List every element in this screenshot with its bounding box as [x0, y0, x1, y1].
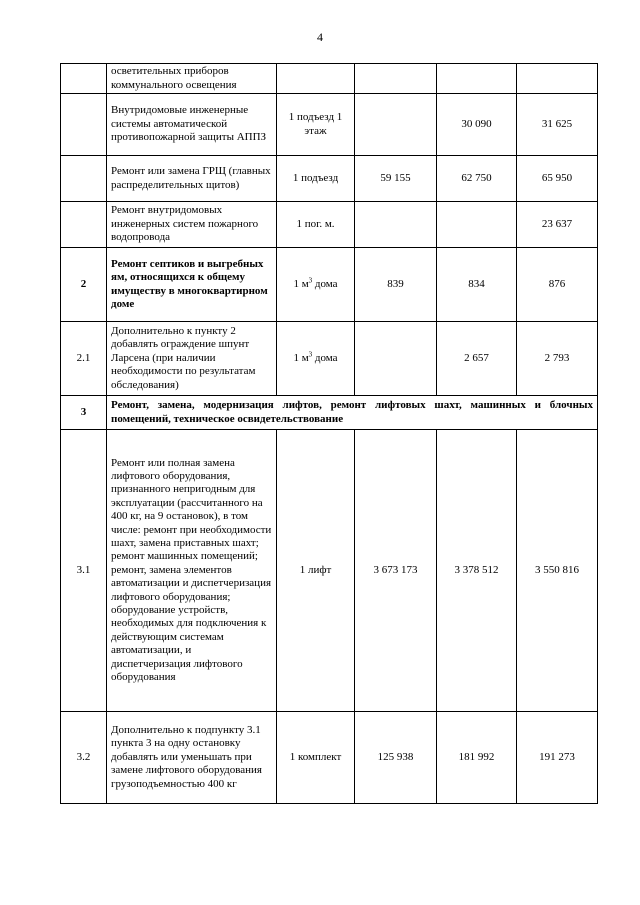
row-unit: 1 лифт — [277, 430, 355, 712]
row-description: Внутридомовые инженерные системы автоматической противопожарной защиты АППЗ — [107, 94, 277, 156]
row-value-1: 3 673 173 — [355, 430, 437, 712]
table-row — [61, 322, 598, 396]
row-value-1: 125 938 — [355, 712, 437, 804]
row-description: Ремонт внутридомовых инженерных систем пожарного водопровода — [107, 202, 277, 248]
row-value-2: 834 — [437, 248, 517, 322]
table-row — [61, 156, 598, 202]
row-number — [61, 156, 107, 202]
row-value-3: 23 637 — [517, 202, 598, 248]
row-unit: 1 комплект — [277, 712, 355, 804]
table-row — [61, 64, 598, 94]
row-number: 2 — [61, 248, 107, 322]
table-row — [61, 430, 598, 712]
row-value-3: 876 — [517, 248, 598, 322]
row-number: 3.1 — [61, 430, 107, 712]
row-value-1: 839 — [355, 248, 437, 322]
row-number — [61, 94, 107, 156]
row-description: Ремонт или полная замена лифтового оборудования, признанного непригодным для эксплуатации (рассчитанного на 400 кг, на 9 остановок), в том числе: ремонт при необходимости шахт, замена приставных шахт; ремонт машинных помещений; ремонт, замена элементов автоматизации и диспетчеризация лифтового оборудования; оборудование устройств, необходимых для подключения к действующим системам автоматизации, и диспетчеризация лифтового оборудования — [107, 430, 277, 712]
table-row — [61, 248, 598, 322]
row-value-3: 65 950 — [517, 156, 598, 202]
row-value-1 — [355, 322, 437, 396]
row-description: Ремонт септиков и выгребных ям, относящихся к общему имуществу в многоквартирном доме — [107, 248, 277, 322]
row-value-1: 59 155 — [355, 156, 437, 202]
row-value-3: 31 625 — [517, 94, 598, 156]
unit-suffix: дома — [312, 277, 338, 290]
row-value-1 — [355, 94, 437, 156]
unit-text: 1 м — [293, 277, 309, 290]
row-value-3 — [517, 64, 598, 94]
row-description: Дополнительно к пункту 2 добавлять ограждение шпунт Ларсена (при наличии необходимости по результатам обследования) — [107, 322, 277, 396]
row-value-2: 30 090 — [437, 94, 517, 156]
row-unit: 1 подъезд 1 этаж — [277, 94, 355, 156]
row-value-1 — [355, 202, 437, 248]
section-number: 3 — [61, 396, 107, 430]
table-row — [61, 712, 598, 804]
row-value-2 — [437, 64, 517, 94]
page-number: 4 — [317, 30, 323, 44]
unit-superscript: 3 — [308, 350, 313, 359]
row-value-2: 3 378 512 — [437, 430, 517, 712]
section-row — [61, 396, 598, 430]
row-unit: 1 пог. м. — [277, 202, 355, 248]
unit-text: 1 м — [293, 351, 309, 364]
row-unit — [277, 248, 355, 322]
row-number — [61, 202, 107, 248]
row-unit: 1 подъезд — [277, 156, 355, 202]
row-value-3: 3 550 816 — [517, 430, 598, 712]
unit-suffix: дома — [312, 351, 338, 364]
row-description: Ремонт или замена ГРЩ (главных распределительных щитов) — [107, 156, 277, 202]
unit-superscript: 3 — [308, 276, 313, 285]
row-unit — [277, 64, 355, 94]
table-row — [61, 94, 598, 156]
section-title: Ремонт, замена, модернизация лифтов, ремонт лифтовых шахт, машинных и блочных помещений, техническое освидетельствование — [107, 396, 598, 430]
row-number — [61, 64, 107, 94]
row-description: Дополнительно к подпункту 3.1 пункта 3 на одну остановку добавлять или уменьшать при замене лифтового оборудования грузоподъемностью 400 кг — [107, 712, 277, 804]
row-value-2: 181 992 — [437, 712, 517, 804]
row-unit — [277, 322, 355, 396]
cost-table — [60, 63, 598, 804]
row-value-2: 62 750 — [437, 156, 517, 202]
row-number: 2.1 — [61, 322, 107, 396]
row-value-2: 2 657 — [437, 322, 517, 396]
row-description: осветительных приборов коммунального освещения — [107, 64, 277, 94]
row-value-1 — [355, 64, 437, 94]
row-value-2 — [437, 202, 517, 248]
row-value-3: 2 793 — [517, 322, 598, 396]
table-row — [61, 202, 598, 248]
row-number: 3.2 — [61, 712, 107, 804]
row-value-3: 191 273 — [517, 712, 598, 804]
